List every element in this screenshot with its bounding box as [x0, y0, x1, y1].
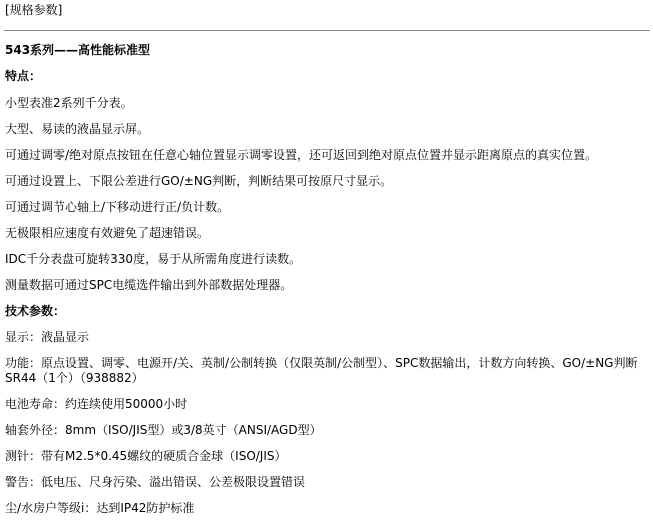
- feature-item: 小型表准2系列千分表。: [5, 96, 133, 110]
- feature-item: 测量数据可通过SPC电缆选件输出到外部数据处理器。: [5, 278, 293, 292]
- section-header: [规格参数]: [5, 3, 63, 17]
- feature-item: 大型、易读的液晶显示屏。: [5, 122, 150, 136]
- spec-alarm: 警告：低电压、尺身污染、溢出错误、公差极限设置错误: [5, 475, 306, 489]
- feature-item: 可通过调节心轴上/下移动进行正/负计数。: [5, 200, 230, 214]
- feature-item: 可通过调零/绝对原点按钮在任意心轴位置显示调零设置，还可返回到绝对原点位置并显示距离原点的真实位置。: [5, 148, 598, 162]
- spec-contact: 测针：带有M2.5*0.45螺纹的硬质合金球（ISO/JIS）: [5, 449, 287, 463]
- feature-item: IDC千分表盘可旋转330度，易于从所需角度进行读数。: [5, 252, 302, 266]
- spec-protection: 尘/水房户等级i：达到IP42防护标准: [5, 501, 195, 515]
- spec-display: 显示：液晶显示: [5, 330, 90, 344]
- features-heading: 特点：: [5, 69, 42, 83]
- spec-stem: 轴套外径：8mm（ISO/JIS型）或3/8英寸（ANSI/AGD型）: [5, 423, 322, 437]
- feature-item: 无极限相应速度有效避免了超速错误。: [5, 226, 210, 240]
- product-title: 543系列——高性能标准型: [5, 43, 151, 57]
- specs-heading: 技术参数：: [5, 304, 66, 318]
- divider: [4, 30, 650, 31]
- feature-item: 可通过设置上、下限公差进行GO/±NG判断，判断结果可按原尺寸显示。: [5, 174, 393, 188]
- spec-functions: 功能：原点设置、调零、电源开/关、英制/公制转换（仅限英制/公制型）、SPC数据输出，计数方向转换、GO/±NG判断: [5, 356, 638, 370]
- spec-battery: 电池寿命：约连续使用50000小时: [5, 397, 188, 411]
- spec-functions-cont: SR44（1个）（938882）: [5, 371, 144, 385]
